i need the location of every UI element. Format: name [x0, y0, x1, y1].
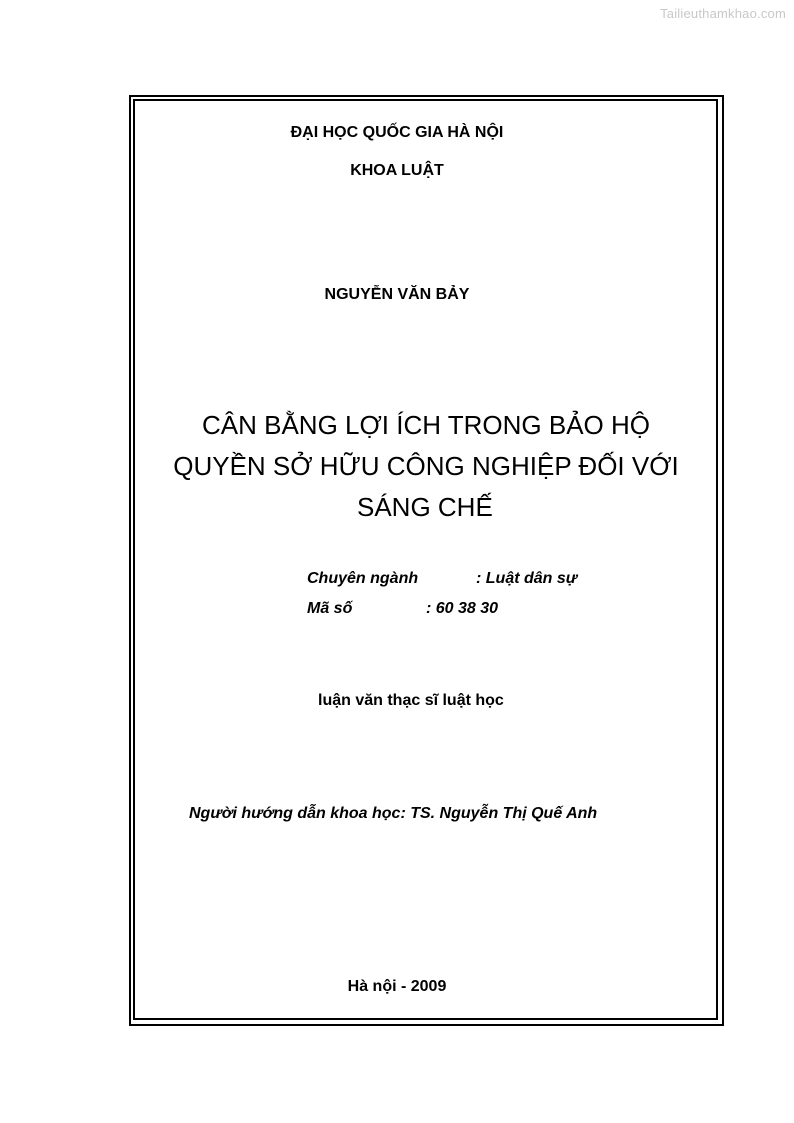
university-name: ĐẠI HỌC QUỐC GIA HÀ NỘI — [290, 124, 504, 141]
author-name: NGUYỄN VĂN BẢY — [324, 286, 470, 303]
code-label: Mã số — [307, 600, 353, 617]
double-border-inner — [133, 99, 718, 1020]
thesis-type: luận văn thạc sĩ luật học — [318, 692, 504, 709]
code-value: : 60 38 30 — [426, 600, 499, 617]
thesis-title-line-3: SÁNG CHẾ — [357, 492, 493, 522]
faculty-name: KHOA LUẬT — [350, 162, 444, 179]
thesis-title-line-2: QUYỀN SỞ HỮU CÔNG NGHIỆP ĐỐI VỚI — [173, 451, 679, 481]
watermark-text: Tailieuthamkhao.com — [660, 6, 786, 21]
specialization-label: Chuyên ngành — [307, 570, 419, 587]
place-and-year: Hà nội - 2009 — [347, 978, 447, 995]
specialization-value: : Luật dân sự — [476, 570, 578, 587]
supervisor-line: Người hướng dẫn khoa học: TS. Nguyễn Thị Quế Anh — [189, 805, 598, 822]
thesis-title-line-1: CÂN BẰNG LỢI ÍCH TRONG BẢO HỘ — [202, 410, 650, 440]
